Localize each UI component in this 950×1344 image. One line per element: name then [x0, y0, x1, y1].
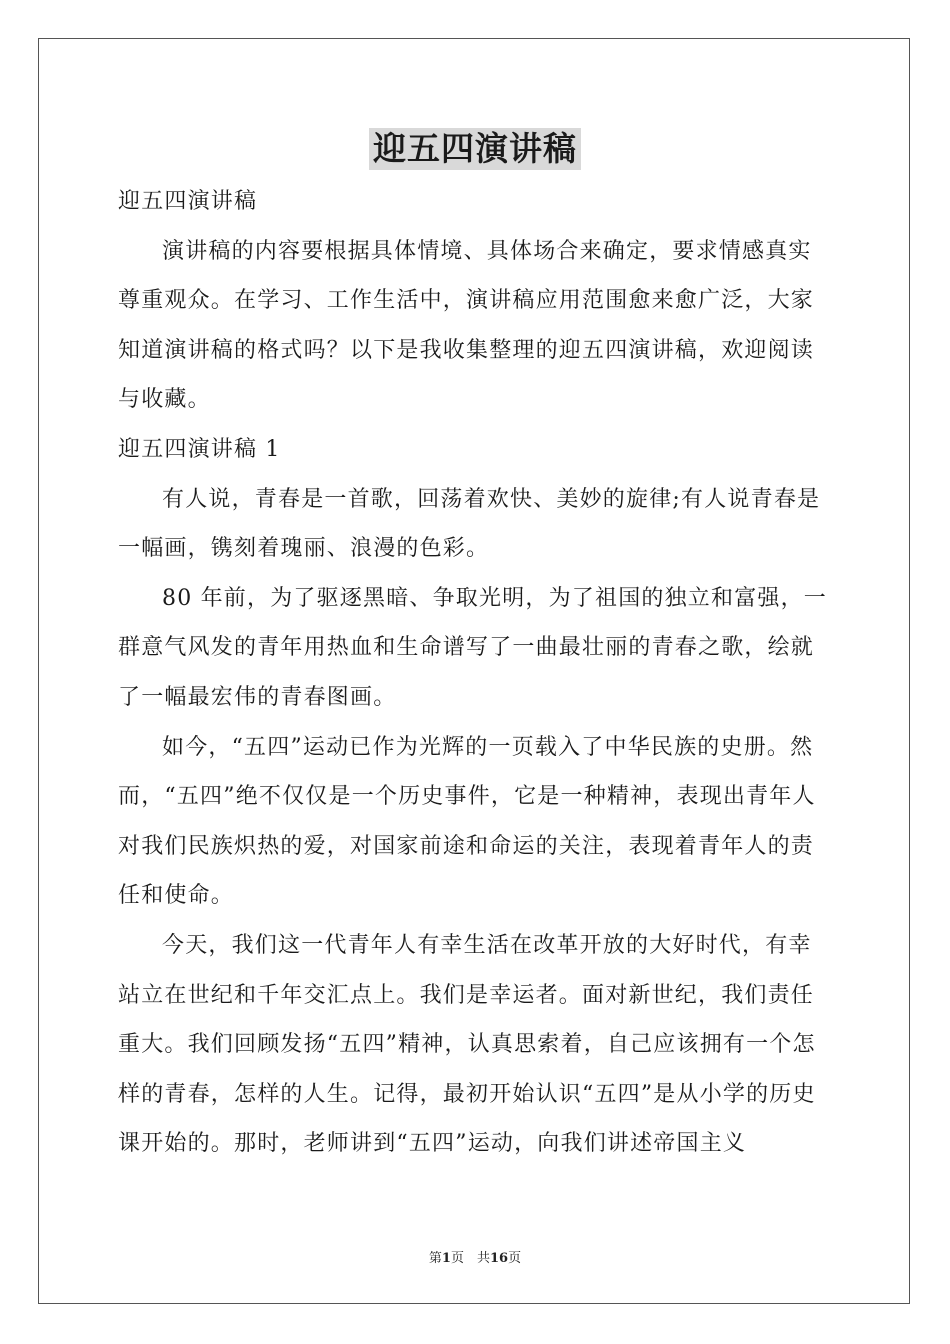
paragraph-3: 迎五四演讲稿 1 [118, 436, 281, 462]
title-container [0, 128, 950, 170]
document-body [118, 177, 834, 1169]
paragraph-1: 迎五四演讲稿 [118, 189, 258, 214]
footer-mid: 页 共 [450, 1251, 490, 1266]
paragraph-6: 如今，“五四”运动已作为光辉的一页载入了中华民族的史册。然而，“五四”绝不仅仅是一个历史事件，它是一种精神，表现出青年人对我们民族炽热的爱，对国家前途和命运的关注，表现着青年人的责任和使命。 [118, 734, 816, 909]
paragraph-7: 今天，我们这一代青年人有幸生活在改革开放的大好时代，有幸站立在世纪和千年交汇点上。我们是幸运者。面对新世纪，我们责任重大。我们回顾发扬“五四”精神，认真思索着，自己应该拥有一个怎样的青春，怎样的人生。记得，最初开始认识“五四”是从小学的历史课开始的。那时，老师讲到“五四”运动，向我们讲述帝国主义 [118, 932, 816, 1157]
paragraph-4: 有人说，青春是一首歌，回荡着欢快、美妙的旋律;有人说青春是一幅画，镌刻着瑰丽、浪漫的色彩。 [118, 486, 821, 562]
page-footer [0, 1247, 950, 1266]
document-title: 迎五四演讲稿 [369, 128, 581, 170]
footer-page-number: 1 [441, 1251, 451, 1266]
footer-suffix: 页 [508, 1251, 522, 1266]
footer-total-pages: 16 [489, 1251, 509, 1266]
paragraph-2: 演讲稿的内容要根据具体情境、具体场合来确定，要求情感真实尊重观众。在学习、工作生活中，演讲稿应用范围愈来愈广泛，大家知道演讲稿的格式吗？以下是我收集整理的迎五四演讲稿，欢迎阅读与收藏。 [118, 238, 815, 413]
footer-prefix: 第 [428, 1251, 442, 1266]
paragraph-5: 80 年前，为了驱逐黑暗、争取光明，为了祖国的独立和富强，一群意气风发的青年用热血和生命谱写了一曲最壮丽的青春之歌，绘就了一幅最宏伟的青春图画。 [118, 585, 827, 710]
